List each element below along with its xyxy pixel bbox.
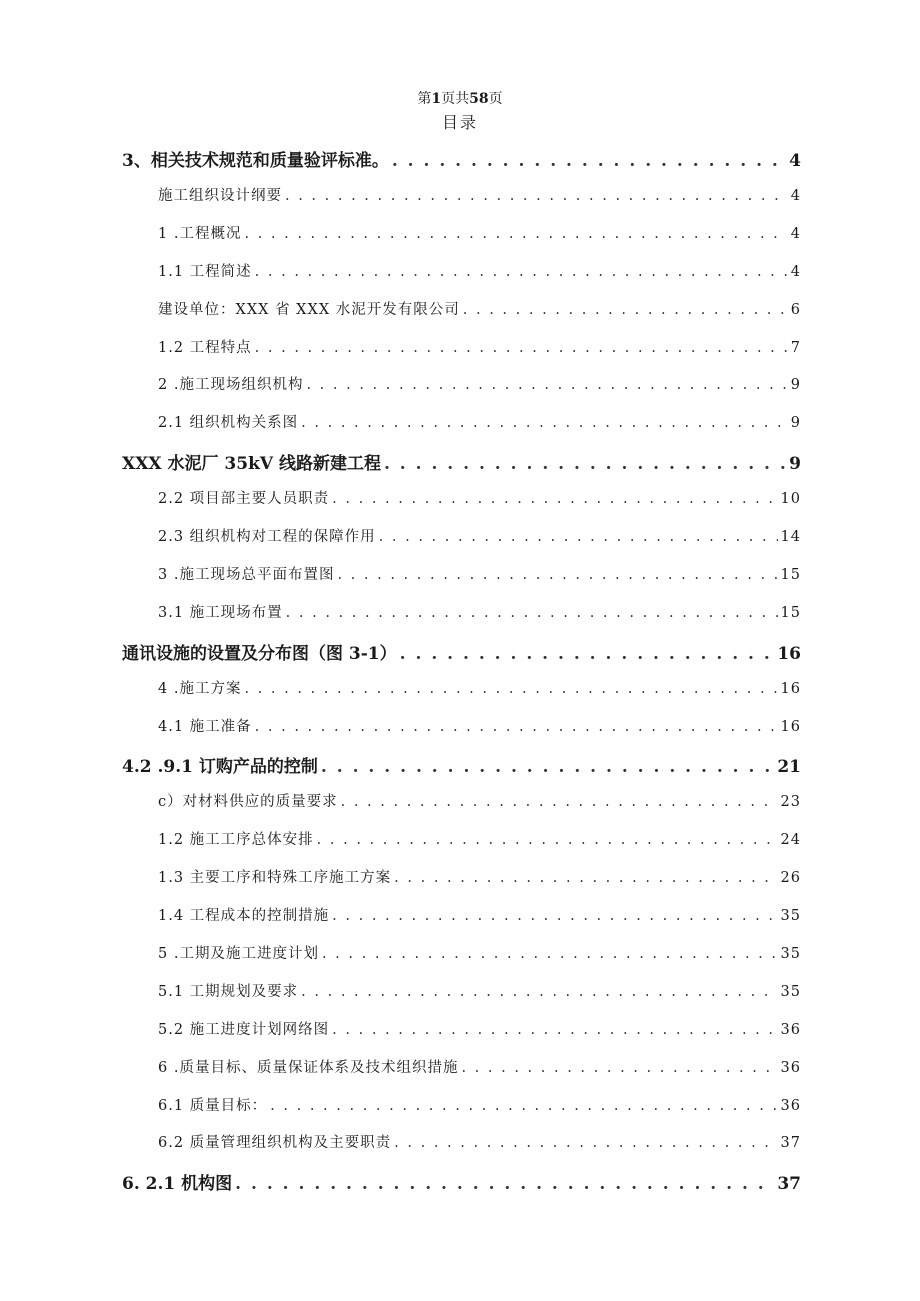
- toc-dot-leader: [244, 681, 777, 697]
- toc-dot-leader: [400, 644, 775, 664]
- toc-entry-text: 3、相关技术规范和质量验评标准。: [122, 151, 389, 171]
- toc-entry-page: 37: [777, 1174, 801, 1195]
- toc-entry-text: 6. 2.1 机构图: [122, 1174, 233, 1195]
- page-suffix: 页: [488, 91, 503, 107]
- toc-dot-leader: [322, 946, 778, 962]
- toc-entry-text: 6.1 质量目标：: [158, 1097, 268, 1114]
- toc-entry-page: 10: [780, 491, 801, 508]
- toc-entry-page: 36: [780, 1021, 801, 1038]
- toc-entry-page: 4: [789, 151, 801, 171]
- toc-entry[interactable]: [122, 1169, 801, 1195]
- toc-entry[interactable]: [158, 904, 801, 930]
- toc-dot-leader: [317, 832, 778, 848]
- toc-entry[interactable]: [122, 639, 801, 665]
- toc-dot-leader: [341, 794, 778, 810]
- toc-title: 目录: [441, 113, 478, 132]
- toc-entry-text: 2.3 组织机构对工程的保障作用: [158, 529, 376, 545]
- toc-entry-text: 4 .施工方案: [158, 680, 242, 697]
- toc-entry-text: 3.1 施工现场布置: [158, 604, 283, 621]
- toc-dot-leader: [255, 264, 788, 280]
- toc-dot-leader: [321, 757, 774, 777]
- toc-dot-leader: [463, 302, 788, 318]
- toc-entry-text: 施工组织设计纲要: [158, 187, 282, 204]
- toc-dot-leader: [379, 529, 778, 545]
- toc-dot-leader: [306, 377, 787, 393]
- toc-dot-leader: [301, 984, 777, 1000]
- toc-entry[interactable]: [158, 336, 801, 362]
- toc-entry[interactable]: [158, 184, 801, 210]
- toc-entry-text: 通讯设施的设置及分布图（图 3-1）: [122, 643, 397, 664]
- toc-entry-text: 建设单位：XXX 省 XXX 水泥开发有限公司: [158, 301, 460, 318]
- toc-dot-leader: [286, 605, 778, 621]
- toc-entry-page: 26: [780, 870, 801, 887]
- toc-entry[interactable]: [158, 411, 801, 437]
- toc-entry-page: 24: [780, 832, 801, 849]
- toc-entry-text: 1 .工程概况: [158, 225, 242, 242]
- toc-entry-page: 9: [790, 377, 801, 394]
- toc-entry[interactable]: [158, 1018, 801, 1044]
- toc-entry-text: 5.2 施工进度计划网络图: [158, 1021, 330, 1038]
- toc-dot-leader: [332, 908, 777, 924]
- toc-entry[interactable]: [158, 222, 801, 248]
- page-number-header: [0, 90, 920, 108]
- toc-dot-leader: [235, 1174, 774, 1194]
- toc-entry-page: 35: [780, 908, 801, 924]
- page-mid: 页共: [441, 91, 470, 107]
- toc-entry-text: 1.4 工程成本的控制措施: [158, 908, 330, 924]
- toc-dot-leader: [461, 1060, 777, 1076]
- page-total: 58: [469, 91, 489, 107]
- toc-entry-page: 35: [780, 983, 801, 1000]
- toc-entry-page: 14: [780, 529, 801, 545]
- toc-entry-page: 6: [790, 301, 801, 318]
- toc-entry[interactable]: [158, 298, 801, 324]
- toc-dot-leader: [392, 151, 786, 171]
- toc-entry[interactable]: [158, 601, 801, 627]
- toc-dot-leader: [394, 870, 777, 886]
- toc-entry-text: 2.1 组织机构关系图: [158, 415, 299, 432]
- toc-entry[interactable]: [158, 1056, 801, 1082]
- toc-entry-page: 23: [780, 794, 801, 811]
- page-current: 1: [431, 91, 442, 107]
- toc-entry-text: 5.1 工期规划及要求: [158, 983, 299, 1000]
- toc-entry[interactable]: [122, 146, 801, 172]
- toc-entry-text: 2 .施工现场组织机构: [158, 377, 304, 394]
- toc-entry[interactable]: [158, 980, 801, 1006]
- toc-entry-text: 1.2 施工工序总体安排: [158, 832, 314, 849]
- toc-entry-text: 1.2 工程特点: [158, 339, 252, 356]
- toc-entry[interactable]: [158, 677, 801, 703]
- toc-entry-text: 4.2 .9.1 订购产品的控制: [122, 757, 318, 778]
- toc-entry-text: XXX 水泥厂 35kV 线路新建工程: [122, 454, 381, 475]
- toc-entry-page: 36: [780, 1059, 801, 1076]
- toc-entry-text: 1.1 工程简述: [158, 263, 252, 280]
- toc-entry-page: 37: [780, 1135, 801, 1152]
- toc-entry[interactable]: [158, 1094, 801, 1120]
- toc-entry[interactable]: [158, 942, 801, 968]
- toc-dot-leader: [270, 1098, 777, 1114]
- toc-entry-page: 15: [780, 604, 801, 621]
- toc-dot-leader: [301, 415, 788, 431]
- toc-entry-page: 7: [790, 339, 801, 356]
- page-prefix: 第: [417, 91, 432, 107]
- toc-entry-text: 2.2 项目部主要人员职责: [158, 491, 330, 508]
- toc-dot-leader: [255, 340, 788, 356]
- toc-entry-text: 5 .工期及施工进度计划: [158, 945, 319, 962]
- toc-dot-leader: [337, 567, 777, 583]
- toc-entry-text: 1.3 主要工序和特殊工序施工方案: [158, 870, 392, 887]
- toc-entry-page: 21: [777, 757, 801, 778]
- toc-dot-leader: [332, 1022, 777, 1038]
- toc-entry-page: 4: [790, 225, 801, 242]
- toc-dot-leader: [255, 719, 778, 735]
- toc-entry-page: 16: [780, 718, 801, 735]
- toc-dot-leader: [394, 1135, 777, 1151]
- toc-entry-text: 6.2 质量管理组织机构及主要职责: [158, 1135, 392, 1152]
- toc-entry-text: c）对材料供应的质量要求: [158, 794, 338, 811]
- toc-entry[interactable]: [158, 1131, 801, 1157]
- toc-entry-page: 9: [790, 415, 801, 432]
- toc-entry[interactable]: [158, 828, 801, 854]
- toc-entry-text: 4.1 施工准备: [158, 718, 252, 735]
- toc-dot-leader: [285, 188, 788, 204]
- toc-entry[interactable]: [158, 373, 801, 399]
- toc-entry-page: 16: [777, 643, 801, 664]
- toc-dot-leader: [332, 491, 777, 507]
- toc-entry[interactable]: [158, 790, 801, 816]
- toc-entry-page: 15: [780, 566, 801, 583]
- toc-dot-leader: [244, 226, 787, 242]
- toc-entry-page: 4: [790, 263, 801, 280]
- toc-entry[interactable]: [158, 866, 801, 892]
- toc-entry-page: 9: [789, 454, 801, 475]
- toc-entry[interactable]: [158, 487, 801, 513]
- toc-entry-page: 16: [780, 680, 801, 697]
- toc-entry[interactable]: [158, 525, 801, 551]
- toc-entry[interactable]: [158, 563, 801, 589]
- toc-entry-page: 4: [790, 187, 801, 204]
- toc-entry-text: 6 .质量目标、质量保证体系及技术组织措施: [158, 1059, 459, 1076]
- toc-dot-leader: [384, 454, 786, 474]
- toc-entry[interactable]: [122, 449, 801, 475]
- toc-entry-text: 3 .施工现场总平面布置图: [158, 566, 335, 583]
- toc-entry[interactable]: [158, 715, 801, 741]
- toc-entry-page: 36: [780, 1097, 801, 1114]
- toc-entry-page: 35: [780, 945, 801, 962]
- toc-entry[interactable]: [122, 752, 801, 778]
- toc-entry[interactable]: [158, 260, 801, 286]
